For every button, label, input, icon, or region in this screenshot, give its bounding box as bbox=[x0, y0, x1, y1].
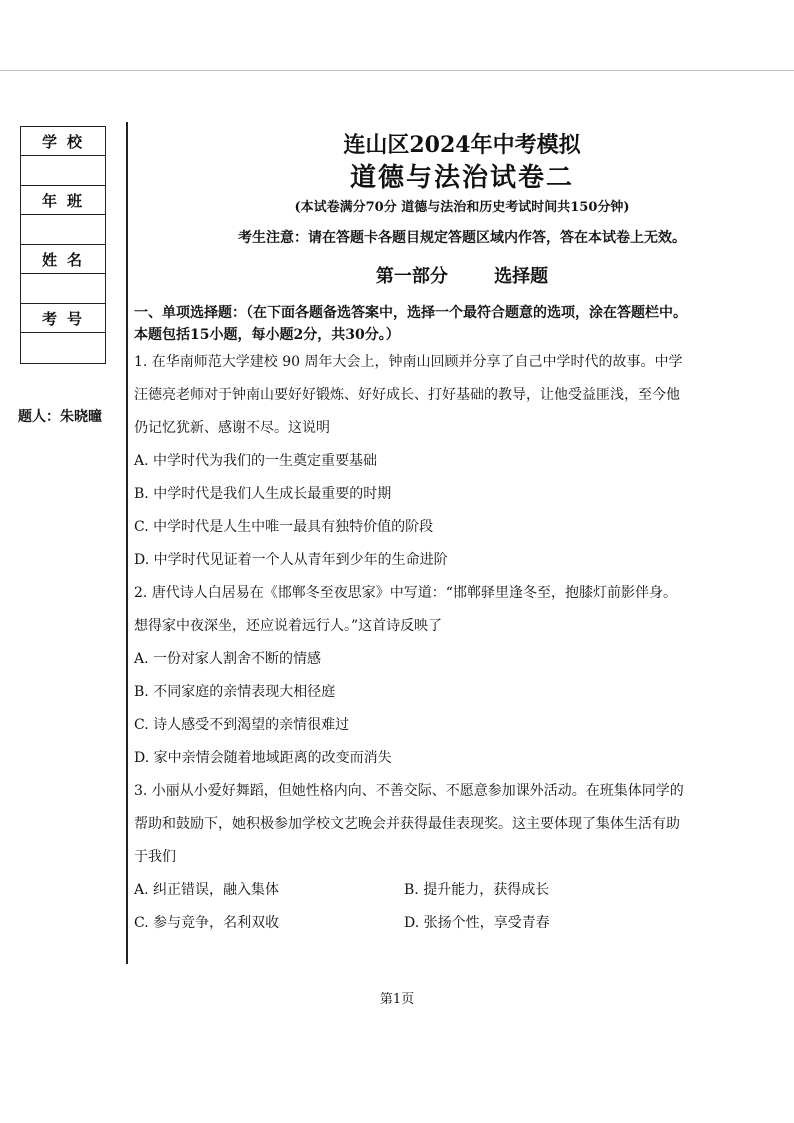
top-rule bbox=[0, 70, 794, 71]
question-stem-line: 1. 在华南师范大学建校 90 周年大会上，钟南山回顾并分享了自己中学时代的故事。中学 bbox=[134, 354, 683, 370]
option-row bbox=[134, 907, 734, 940]
question-stem-line: 仍记忆犹新、感谢不尽。这说明 bbox=[134, 420, 330, 436]
number-field bbox=[21, 333, 105, 363]
student-info-table bbox=[20, 126, 106, 364]
option-d: D. 家中亲情会随着地域距离的改变而消失 bbox=[134, 750, 392, 766]
option-b: B. 不同家庭的亲情表现大相径庭 bbox=[134, 684, 336, 700]
exam-subtitle: (本试卷满分70分 道德与法治和历史考试时间共150分钟) bbox=[294, 200, 630, 215]
name-label: 姓名 bbox=[21, 245, 105, 274]
question-stem-line: 于我们 bbox=[134, 849, 176, 865]
option-d: D. 张扬个性，享受青春 bbox=[404, 915, 550, 931]
section-heading bbox=[130, 262, 794, 288]
option-a: A. 中学时代为我们的一生奠定重要基础 bbox=[134, 453, 378, 469]
question-2 bbox=[134, 577, 734, 775]
option-b: B. 中学时代是我们人生成长最重要的时期 bbox=[134, 486, 392, 502]
exam-title: 连山区2024年中考模拟 bbox=[343, 132, 581, 158]
author-line: 题人：朱晓曈 bbox=[18, 409, 102, 425]
option-b: B. 提升能力，获得成长 bbox=[404, 882, 550, 898]
option-c: C. 参与竞争，名利双收 bbox=[134, 915, 280, 931]
class-field bbox=[21, 215, 105, 245]
question-1 bbox=[134, 346, 734, 577]
school-label: 学校 bbox=[21, 127, 105, 156]
option-row bbox=[134, 874, 734, 907]
section-part: 第一部分 bbox=[375, 266, 448, 287]
question-stem-line: 想得家中夜深坐，还应说着远行人。”这首诗反映了 bbox=[134, 618, 443, 634]
option-c: C. 中学时代是人生中唯一最具有独特价值的阶段 bbox=[134, 519, 434, 535]
question-stem-line: 汪德亮老师对于钟南山要好好锻炼、好好成长、打好基础的教导，让他受益匪浅，至今他 bbox=[134, 387, 680, 403]
instructions-line-1: 一、单项选择题：（在下面各题备选答案中，选择一个最符合题意的选项，涂在答题栏中。 bbox=[134, 305, 687, 321]
school-field bbox=[21, 156, 105, 186]
question-stem-line: 2. 唐代诗人白居易在《邯郸冬至夜思家》中写道：“邯郸驿里逢冬至，抱膝灯前影伴身。 bbox=[134, 585, 677, 601]
page-number: 第1页 bbox=[379, 992, 415, 1007]
number-label: 考号 bbox=[21, 304, 105, 333]
question-stem-line: 帮助和鼓励下，她积极参加学校文艺晚会并获得最佳表现奖。这主要体现了集体生活有助 bbox=[134, 816, 680, 832]
name-field bbox=[21, 274, 105, 304]
question-stem-line: 3. 小丽从小爱好舞蹈，但她性格内向、不善交际、不愿意参加课外活动。在班集体同学的 bbox=[134, 783, 684, 799]
question-3 bbox=[134, 775, 734, 940]
option-a: A. 纠正错误，融入集体 bbox=[134, 882, 280, 898]
instructions-line-2: 本题包括15小题，每小题2分，共30分。） bbox=[134, 327, 400, 343]
exam-subject-title: 道德与法治试卷二 bbox=[349, 163, 574, 193]
binding-line bbox=[126, 122, 128, 964]
option-a: A. 一份对家人割舍不断的情感 bbox=[134, 651, 322, 667]
section-name: 选择题 bbox=[494, 266, 549, 287]
question-content bbox=[134, 302, 734, 940]
option-c: C. 诗人感受不到渴望的亲情很难过 bbox=[134, 717, 350, 733]
class-label: 年班 bbox=[21, 186, 105, 215]
exam-notice: 考生注意：请在答题卡各题目规定答题区域内作答，答在本试卷上无效。 bbox=[238, 230, 686, 246]
option-d: D. 中学时代见证着一个人从青年到少年的生命进阶 bbox=[134, 552, 448, 568]
